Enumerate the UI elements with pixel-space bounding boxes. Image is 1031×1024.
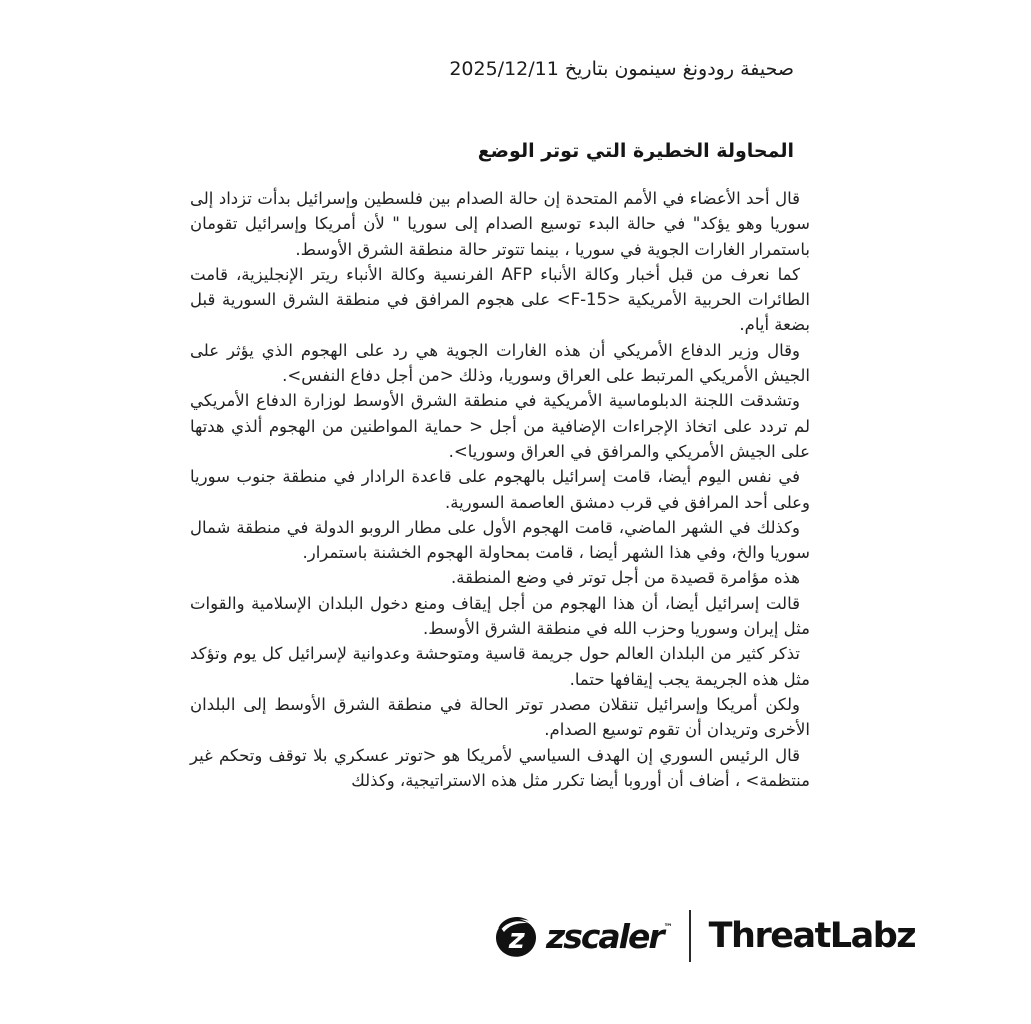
dateline: صحيفة رودونغ سينمون بتاريخ 2025/12/11 — [449, 58, 794, 80]
article-paragraph: وقال وزير الدفاع الأمريكي أن هذه الغارات الجوية هي رد على الهجوم الذي يؤثر على الجيش الأمريكي المرتبط على العراق وسوريا، وذلك <من أجل دفاع النفس>. — [190, 340, 810, 386]
threatlabz-wordmark: ThreatLabz — [708, 916, 916, 956]
article-paragraph: ولكن أمريكا وإسرائيل تنقلان مصدر توتر الحالة في منطقة الشرق الأوسط إلى البلدان الأخرى وتريدان أن تقوم توسيع الصدام. — [190, 694, 810, 740]
article-container — [190, 0, 810, 793]
article-paragraph: تذكر كثير من البلدان العالم حول جريمة قاسية ومتوحشة وعدوانية لإسرائيل كل يوم وتؤكد مثل هذه الجريمة يجب إيقافها حتما. — [190, 644, 810, 689]
article-body — [190, 186, 810, 793]
zscaler-wordmark — [546, 917, 673, 956]
article-paragraph: وتشدقت اللجنة الدبلوماسية الأمريكية في منطقة الشرق الأوسط لوزارة الدفاع الأمريكي لم تردد على اتخاذ الإجراءات الإضافية من أجل < حماية المواطنين من الهجوم ألذي هدتها على الجيش الأمريكي والمرافق في العراق وسوريا>. — [190, 391, 810, 461]
svg-text:z: z — [508, 924, 525, 955]
article-paragraph: في نفس اليوم أيضا، قامت إسرائيل بالهجوم على قاعدة الرادار في منطقة جنوب سوريا وعلى أحد المرافق في قرب دمشق العاصمة السورية. — [190, 467, 810, 512]
article-paragraph: قالت إسرائيل أيضا، أن هذا الهجوم من أجل إيقاف ومنع دخول البلدان الإسلامية والقوات مثل إيران وسوريا وحزب الله في منطقة الشرق الأوسط. — [190, 593, 810, 639]
article-paragraph: قال الرئيس السوري إن الهدف السياسي لأمريكا هو <توتر عسكري بلا توقف وتحكم غير منتظمة> ، أضاف أن أوروبا أيضا تكرر مثل هذه الاستراتيجية، وكذلك — [190, 745, 810, 790]
article-paragraph: كما نعرف من قبل أخبار وكالة الأنباء AFP الفرنسية وكالة الأنباء ريتر الإنجليزية، قامت الطائرات الحربية الأمريكية ⁦<F-15>⁩ على هجوم المرافق في منطقة الشرق السورية قبل بضعة أيام. — [190, 264, 810, 335]
article-title: المحاولة الخطيرة التي توتر الوضع — [477, 140, 794, 162]
logo-divider — [689, 910, 691, 962]
footer-logo — [492, 908, 915, 964]
trademark-symbol: ™ — [663, 922, 673, 933]
article-paragraph: قال أحد الأعضاء في الأمم المتحدة إن حالة الصدام بين فلسطين وإسرائيل بدأت تزداد إلى سوريا وهو يؤكد" في حالة البدء توسيع الصدام إلى سوريا " لأن أمريكا وإسرائيل تقومان باستمرار الغارات الجوية في سوريا ، بينما تتوتر حالة منطقة الشرق الأوسط. — [190, 189, 810, 259]
zscaler-wordmark-text: zscaler — [546, 916, 663, 956]
article-paragraph: وكذلك في الشهر الماضي، قامت الهجوم الأول على مطار الروبو الدولة في منطقة شمال سوريا والخ، وفي هذا الشهر أيضا ، قامت بمحاولة الهجوم الخشنة باستمرار. — [190, 517, 810, 563]
article-paragraph: هذه مؤامرة قصيدة من أجل توتر في وضع المنطقة. — [451, 568, 800, 588]
zscaler-swoosh-icon — [492, 912, 540, 960]
